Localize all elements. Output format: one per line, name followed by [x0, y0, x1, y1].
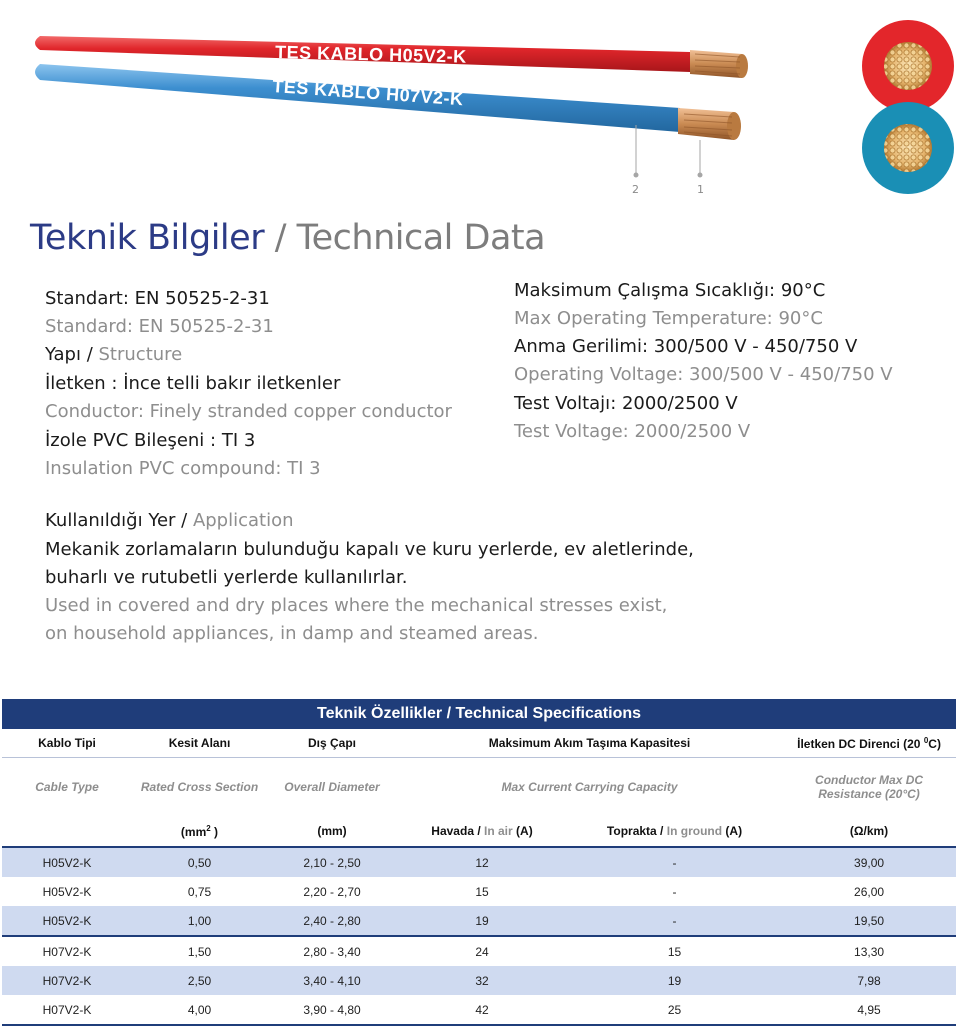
blue-cable-label: TES KABLO H07V2-K	[271, 76, 465, 110]
table-row	[2, 936, 956, 966]
header-resistance-en: Conductor Max DC Resistance (20°C)	[782, 758, 956, 817]
header-resistance-tr: İletken DC Direnci (20 $^0$C)	[797, 735, 941, 751]
cell-air: 32	[397, 966, 567, 995]
cell-ground: 25	[567, 995, 782, 1025]
standard-tr: Standart: EN 50525-2-31	[45, 288, 270, 309]
cell-diameter: 3,90 - 4,80	[267, 995, 397, 1025]
unit-in-ground: Toprakta / In ground (A)	[567, 816, 782, 847]
cell-ground: -	[567, 906, 782, 936]
svg-text:2: 2	[632, 183, 639, 196]
cell-diameter: 3,40 - 4,10	[267, 966, 397, 995]
header-cross-section-tr: Kesit Alanı	[168, 736, 231, 750]
table-row	[2, 966, 956, 995]
cell-section: 4,00	[132, 995, 267, 1025]
title-en: Technical Data	[296, 218, 546, 258]
cell-diameter: 2,40 - 2,80	[267, 906, 397, 936]
cell-ground: -	[567, 847, 782, 877]
cell-section: 1,50	[132, 936, 267, 966]
cell-section: 0,75	[187, 884, 212, 899]
test-voltage-en: Test Voltage: 2000/2500 V	[514, 421, 751, 442]
header-diameter-en: Overall Diameter	[267, 758, 397, 817]
unit-cable-type	[2, 816, 132, 847]
cell-air: 19	[397, 906, 567, 936]
structure-heading	[45, 344, 182, 365]
cell-air: 24	[397, 936, 567, 966]
application-tr-line-1: Mekanik zorlamaların bulunduğu kapalı ve kuru yerlerde, ev aletlerinde,	[45, 539, 694, 560]
rated-voltage-tr: Anma Gerilimi: 300/500 V - 450/750 V	[514, 336, 858, 357]
operating-voltage-en: Operating Voltage: 300/500 V - 450/750 V	[514, 364, 893, 385]
callout-2	[632, 125, 639, 196]
application-tr-line-2: buharlı ve rutubetli yerlerde kullanılırlar.	[45, 567, 408, 588]
red-cross-section	[862, 20, 954, 112]
conductor-en: Conductor: Finely stranded copper conductor	[45, 401, 452, 422]
header-cross-section-en: Rated Cross Section	[132, 758, 267, 817]
cell-resistance: 19,50	[782, 906, 956, 936]
cell-resistance: 13,30	[782, 936, 956, 966]
table-row	[2, 877, 956, 906]
unit-diameter: (mm)	[267, 816, 397, 847]
table-row	[2, 906, 956, 936]
application-en-line-1: Used in covered and dry places where the mechanical stresses exist,	[45, 595, 668, 616]
specifications-table	[2, 699, 956, 1026]
cell-ground: 19	[567, 966, 782, 995]
cell-type: H05V2-K	[2, 906, 132, 936]
header-capacity-tr: Maksimum Akım Taşıma Kapasitesi	[488, 736, 691, 750]
cell-resistance: 39,00	[782, 847, 956, 877]
blue-cross-section	[862, 102, 954, 194]
cell-air: 12	[397, 847, 567, 877]
cell-ground: 15	[567, 936, 782, 966]
application-heading-tr: Kullanıldığı Yer /	[45, 510, 188, 531]
max-temp-tr: Maksimum Çalışma Sıcaklığı: 90°C	[514, 280, 826, 301]
test-voltage-tr: Test Voltajı: 2000/2500 V	[514, 393, 738, 414]
table-row	[2, 995, 956, 1025]
title-separator: /	[274, 218, 287, 258]
cell-ground: -	[672, 884, 677, 899]
application-heading-en: Application	[192, 510, 294, 531]
red-cable-label: TES KABLO H05V2-K	[274, 42, 467, 67]
callout-1	[697, 140, 704, 196]
cell-resistance: 7,98	[782, 966, 956, 995]
cell-type: H07V2-K	[2, 966, 132, 995]
cell-section: 1,00	[132, 906, 267, 936]
cell-type: H05V2-K	[2, 847, 132, 877]
cell-diameter: 2,80 - 3,40	[267, 936, 397, 966]
cell-resistance: 4,95	[782, 995, 956, 1025]
cell-resistance: 26,00	[854, 884, 885, 899]
application-heading	[45, 510, 294, 531]
svg-text:1: 1	[697, 183, 704, 196]
conductor-tr: İletken : İnce telli bakır iletkenler	[45, 373, 341, 394]
cell-air: 42	[397, 995, 567, 1025]
table-title: Teknik Özellikler / Technical Specifications	[2, 699, 956, 729]
cell-type: H05V2-K	[42, 884, 92, 899]
insulation-tr: İzole PVC Bileşeni : TI 3	[45, 430, 256, 451]
insulation-en: Insulation PVC compound: TI 3	[45, 458, 321, 479]
cell-diameter: 2,20 - 2,70	[303, 884, 361, 899]
unit-in-air: Havada / In air (A)	[397, 816, 567, 847]
table-row	[2, 847, 956, 877]
structure-tr: Yapı /	[45, 344, 93, 365]
cell-type: H07V2-K	[2, 936, 132, 966]
cell-type: H07V2-K	[2, 995, 132, 1025]
cell-air: 15	[475, 884, 489, 899]
title-tr: Teknik Bilgiler	[30, 218, 265, 258]
header-cable-type-en: Cable Type	[2, 758, 132, 817]
header-capacity-en: Max Current Carrying Capacity	[397, 758, 782, 817]
cell-section: 2,50	[132, 966, 267, 995]
header-diameter-tr: Dış Çapı	[307, 736, 356, 750]
page-title	[30, 218, 545, 258]
unit-resistance: (Ω/km)	[782, 816, 956, 847]
standard-en: Standard: EN 50525-2-31	[45, 316, 274, 337]
structure-en: Structure	[98, 344, 183, 365]
cell-diameter: 2,10 - 2,50	[267, 847, 397, 877]
header-cable-type-tr: Kablo Tipi	[38, 736, 96, 750]
cable-illustration	[0, 0, 960, 200]
max-temp-en: Max Operating Temperature: 90°C	[514, 308, 823, 329]
unit-cross-section: ($mm^2$ )	[132, 816, 267, 847]
blue-cable	[35, 64, 741, 140]
application-en-line-2: on household appliances, in damp and steamed areas.	[45, 623, 539, 644]
cell-section: 0,50	[132, 847, 267, 877]
